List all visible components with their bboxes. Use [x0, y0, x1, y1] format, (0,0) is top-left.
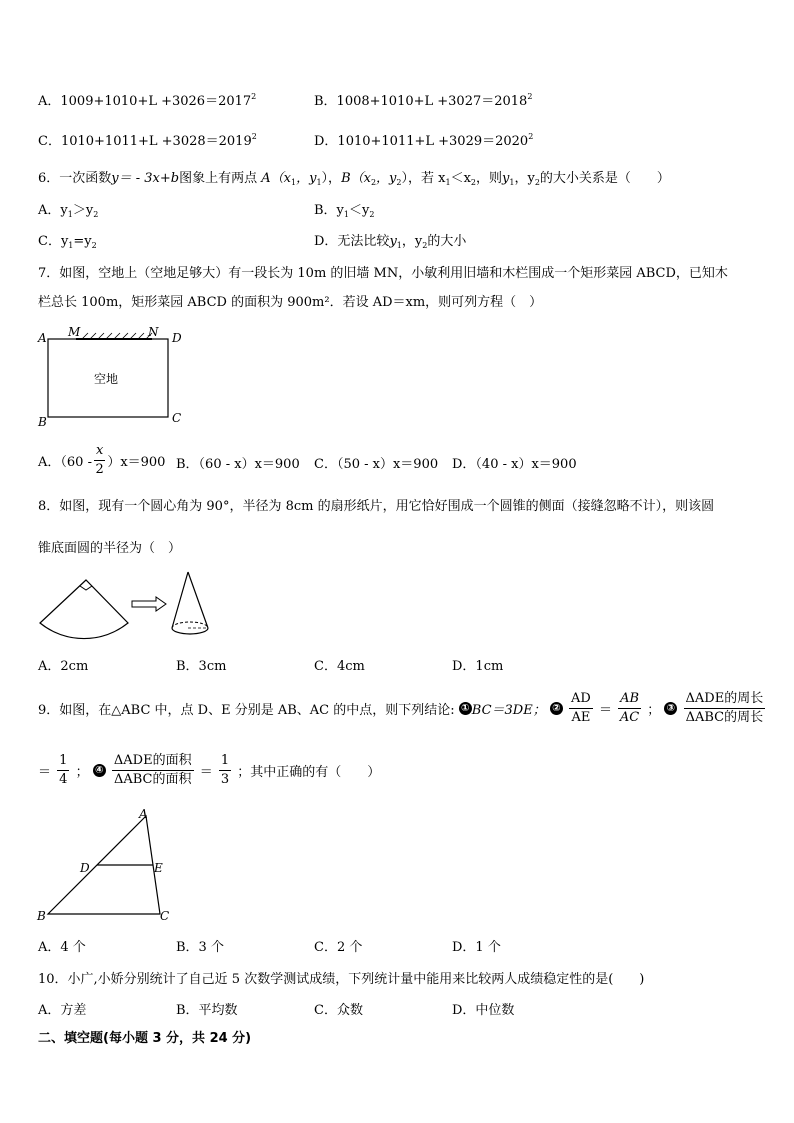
q9-label-e: E: [154, 861, 163, 875]
q9-option-d: D．1 个: [452, 940, 501, 955]
q6-stem: 6．一次函数y＝ - 3x+b图象上有两点 $A(x_1$，$y_1$），$B(x_2$，$y_2$），若 $x_1<x_2$，则$y_1$，$y_2$的大小关系是（ ）: [38, 171, 670, 187]
q7-label-d: D: [172, 331, 182, 345]
q5-option-c: C．$1010+1011+L +3028=2019^2$: [38, 132, 257, 149]
q8-option-a: A．2cm: [38, 659, 89, 674]
q10-option-d: D．中位数: [452, 1003, 515, 1018]
q9-stem-line1: 9．如图，在△ABC 中，点 D、E 分别是 AB、AC 的中点，则下列结论: ① BC＝3DE； ② $\frac{AD}{AE}$ ＝ $\frac{AB}{AC}$ ； ③ $\frac{\text{ΔADE的周长}}{\text{ΔABC的周长}}$: [38, 691, 764, 725]
q6-option-d: D．无法比较$y_1$，$y_2$的大小: [314, 234, 467, 250]
q10-option-c: C．众数: [314, 1003, 363, 1018]
q7-figure-rectangle: [34, 324, 194, 430]
q7-option-c: C．（50 - x）x＝900: [314, 457, 439, 472]
q8-option-c: C．4cm: [314, 659, 365, 674]
q10-option-a: A．方差: [38, 1003, 87, 1018]
q10-stem: 10．小广,小娇分别统计了自己近 5 次数学测试成绩，下列统计量中能用来比较两人成绩稳定性的是( ): [38, 972, 645, 987]
q9-label-c: C: [160, 909, 170, 923]
q9-option-b: B．3 个: [176, 940, 224, 955]
q9-label-b: B: [37, 909, 46, 923]
q7-label-center: 空地: [94, 372, 119, 386]
q5-option-b: B．$1008+1010+L +3027=2018^2$: [314, 92, 533, 109]
q7-label-a: A: [38, 331, 47, 345]
q8-stem-line1: 8．如图，现有一个圆心角为 90°，半径为 8cm 的扇形纸片，用它恰好围成一个圆锥的侧面（接缝忽略不计），则该圆: [38, 499, 715, 514]
q7-option-b: B．（60 - x）x＝900: [176, 457, 300, 472]
q8-figure-sector-to-cone: [36, 568, 226, 646]
q7-label-n: N: [148, 325, 159, 339]
q10-option-b: B．平均数: [176, 1003, 238, 1018]
q6-option-c: C．$y_1=y_2$: [38, 234, 97, 250]
q7-stem-line1: 7．如图，空地上（空地足够大）有一段长为 10m 的旧墙 MN，小敏利用旧墙和木栏围成一个矩形菜园 ABCD，已知木: [38, 266, 728, 281]
q7-stem-line2: 栏总长 100m，矩形菜园 ABCD 的面积为 900m²．若设 AD＝xm，则可列方程（ ）: [38, 295, 543, 310]
section-heading-fill-in: 二、填空题(每小题 3 分，共 24 分): [38, 1031, 252, 1046]
q7-option-a: A．（60 - $\frac{x}{2}$ ）x＝900: [38, 443, 166, 477]
q9-option-a: A．4 个: [38, 940, 86, 955]
q8-stem-line2: 锥底面圆的半径为（ ）: [38, 541, 182, 556]
q7-label-c: C: [172, 411, 182, 425]
q6-option-a: A．$y_1>y_2$: [38, 203, 99, 219]
q9-label-d: D: [80, 861, 90, 875]
q7-label-m: M: [68, 325, 81, 339]
q7-option-d: D．（40 - x）x＝900: [452, 457, 577, 472]
q9-label-a: A: [139, 807, 148, 821]
q5-option-d: D．$1010+1011+L +3029=2020^2$: [314, 132, 534, 149]
q9-stem-line2: ＝ $\frac{1}{4}$ ； ④ $\frac{\text{ΔADE的面积}}{\text{ΔABC的面积}}$ ＝ $\frac{1}{3}$ ；其中正确的有（ ）: [38, 753, 381, 787]
q8-option-d: D．1cm: [452, 659, 504, 674]
q7-label-b: B: [38, 415, 47, 429]
q8-option-b: B．3cm: [176, 659, 227, 674]
q6-option-b: B．$y_1<y_2$: [314, 203, 375, 219]
q5-option-a: A．$1009+1010+L +3026=2017^2$: [38, 92, 257, 109]
q9-figure-triangle: [34, 806, 184, 926]
q9-option-c: C．2 个: [314, 940, 363, 955]
